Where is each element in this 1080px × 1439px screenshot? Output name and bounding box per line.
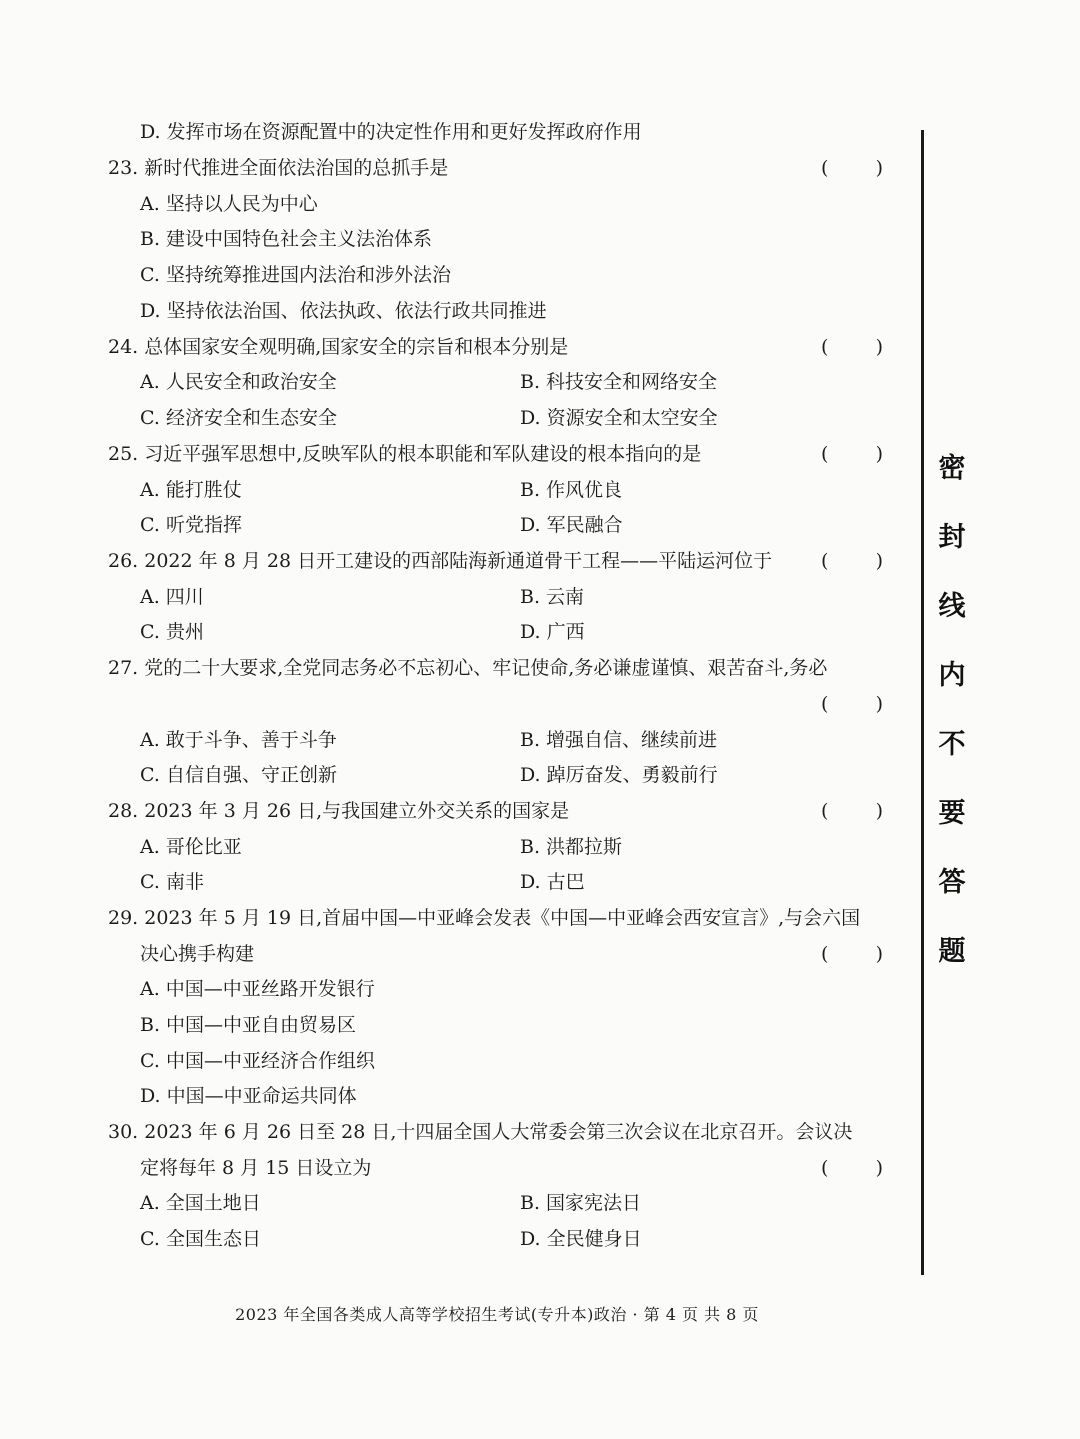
q30-stem-continued: 定将每年 8 月 15 日设立为 xyxy=(140,1157,372,1179)
q24-option-c: C. 经济安全和生态安全 xyxy=(140,407,337,429)
paren-close: ) xyxy=(875,800,883,822)
q28-stem: 28. 2023 年 3 月 26 日,与我国建立外交关系的国家是 xyxy=(108,800,570,822)
seal-char: 线 xyxy=(938,591,966,622)
paren-close: ) xyxy=(875,943,883,965)
q30-stem: 30. 2023 年 6 月 26 日至 28 日,十四届全国人大常委会第三次会议在北京召开。会议决 xyxy=(108,1121,853,1143)
paren-open: ( xyxy=(821,1157,829,1179)
paren-open: ( xyxy=(821,693,829,715)
q25-option-a: A. 能打胜仗 xyxy=(140,479,242,501)
q22-option-d: D. 发挥市场在资源配置中的决定性作用和更好发挥政府作用 xyxy=(140,121,642,143)
paren-close: ) xyxy=(875,550,883,572)
q26-stem: 26. 2022 年 8 月 28 日开工建设的西部陆海新通道骨干工程——平陆运河位于 xyxy=(108,550,773,572)
seal-char: 内 xyxy=(938,660,966,691)
q26-option-c: C. 贵州 xyxy=(140,621,204,643)
q26-option-a: A. 四川 xyxy=(140,586,204,608)
paren-close: ) xyxy=(875,693,883,715)
q28-option-d: D. 古巴 xyxy=(520,871,585,893)
seal-char: 密 xyxy=(938,453,966,484)
q23-stem: 23. 新时代推进全面依法治国的总抓手是 xyxy=(108,157,449,179)
q23-option-c: C. 坚持统筹推进国内法治和涉外法治 xyxy=(140,264,451,286)
paren-open: ( xyxy=(821,157,829,179)
paren-close: ) xyxy=(875,443,883,465)
q25-option-c: C. 听党指挥 xyxy=(140,514,242,536)
q27-option-c: C. 自信自强、守正创新 xyxy=(140,764,337,786)
paren-open: ( xyxy=(821,800,829,822)
q26-option-b: B. 云南 xyxy=(520,586,585,608)
q30-answer-blank[interactable] xyxy=(821,1156,883,1180)
q27-option-d: D. 踔厉奋发、勇毅前行 xyxy=(520,764,718,786)
q30-option-d: D. 全民健身日 xyxy=(520,1228,642,1250)
q24-stem: 24. 总体国家安全观明确,国家安全的宗旨和根本分别是 xyxy=(108,336,569,358)
seal-char: 题 xyxy=(938,936,966,967)
q27-option-a: A. 敢于斗争、善于斗争 xyxy=(140,729,337,751)
q23-option-d: D. 坚持依法治国、依法执政、依法行政共同推进 xyxy=(140,300,547,322)
q29-answer-blank[interactable] xyxy=(821,942,883,966)
q23-answer-blank[interactable] xyxy=(821,156,883,180)
q28-option-c: C. 南非 xyxy=(140,871,204,893)
q25-option-d: D. 军民融合 xyxy=(520,514,623,536)
q29-stem-continued: 决心携手构建 xyxy=(140,943,255,965)
q23-option-a: A. 坚持以人民为中心 xyxy=(140,193,318,215)
seal-line-rule xyxy=(921,130,924,1275)
q29-stem: 29. 2023 年 5 月 19 日,首届中国—中亚峰会发表《中国—中亚峰会西安宣言》,与会六国 xyxy=(108,907,861,929)
seal-char: 不 xyxy=(938,729,966,760)
q27-answer-blank[interactable] xyxy=(821,692,883,716)
seal-line-notice xyxy=(935,446,969,998)
page-footer: 2023 年全国各类成人高等学校招生考试(专升本)政治 · 第 4 页 共 8 页 xyxy=(235,1305,759,1324)
q24-answer-blank[interactable] xyxy=(821,335,883,359)
q29-option-d: D. 中国—中亚命运共同体 xyxy=(140,1085,357,1107)
q24-option-b: B. 科技安全和网络安全 xyxy=(520,371,718,393)
q25-answer-blank[interactable] xyxy=(821,442,883,466)
q25-option-b: B. 作风优良 xyxy=(520,479,623,501)
q28-option-a: A. 哥伦比亚 xyxy=(140,836,242,858)
q28-answer-blank[interactable] xyxy=(821,799,883,823)
q30-option-a: A. 全国土地日 xyxy=(140,1192,261,1214)
q28-option-b: B. 洪都拉斯 xyxy=(520,836,623,858)
paren-open: ( xyxy=(821,443,829,465)
q26-answer-blank[interactable] xyxy=(821,549,883,573)
seal-char: 要 xyxy=(938,798,966,829)
paren-close: ) xyxy=(875,157,883,179)
q25-stem: 25. 习近平强军思想中,反映军队的根本职能和军队建设的根本指向的是 xyxy=(108,443,702,465)
q30-option-b: B. 国家宪法日 xyxy=(520,1192,642,1214)
q29-option-b: B. 中国—中亚自由贸易区 xyxy=(140,1014,357,1036)
q23-option-b: B. 建设中国特色社会主义法治体系 xyxy=(140,228,433,250)
seal-char: 答 xyxy=(938,867,966,898)
paren-close: ) xyxy=(875,336,883,358)
paren-open: ( xyxy=(821,550,829,572)
seal-char: 封 xyxy=(938,522,966,553)
q29-option-a: A. 中国—中亚丝路开发银行 xyxy=(140,978,375,1000)
q26-option-d: D. 广西 xyxy=(520,621,585,643)
q24-option-a: A. 人民安全和政治安全 xyxy=(140,371,337,393)
paren-open: ( xyxy=(821,943,829,965)
paren-open: ( xyxy=(821,336,829,358)
paren-close: ) xyxy=(875,1157,883,1179)
q27-option-b: B. 增强自信、继续前进 xyxy=(520,729,718,751)
q24-option-d: D. 资源安全和太空安全 xyxy=(520,407,718,429)
q27-stem: 27. 党的二十大要求,全党同志务必不忘初心、牢记使命,务必谦虚谨慎、艰苦奋斗,务必 xyxy=(108,657,828,679)
q30-option-c: C. 全国生态日 xyxy=(140,1228,261,1250)
q29-option-c: C. 中国—中亚经济合作组织 xyxy=(140,1050,375,1072)
